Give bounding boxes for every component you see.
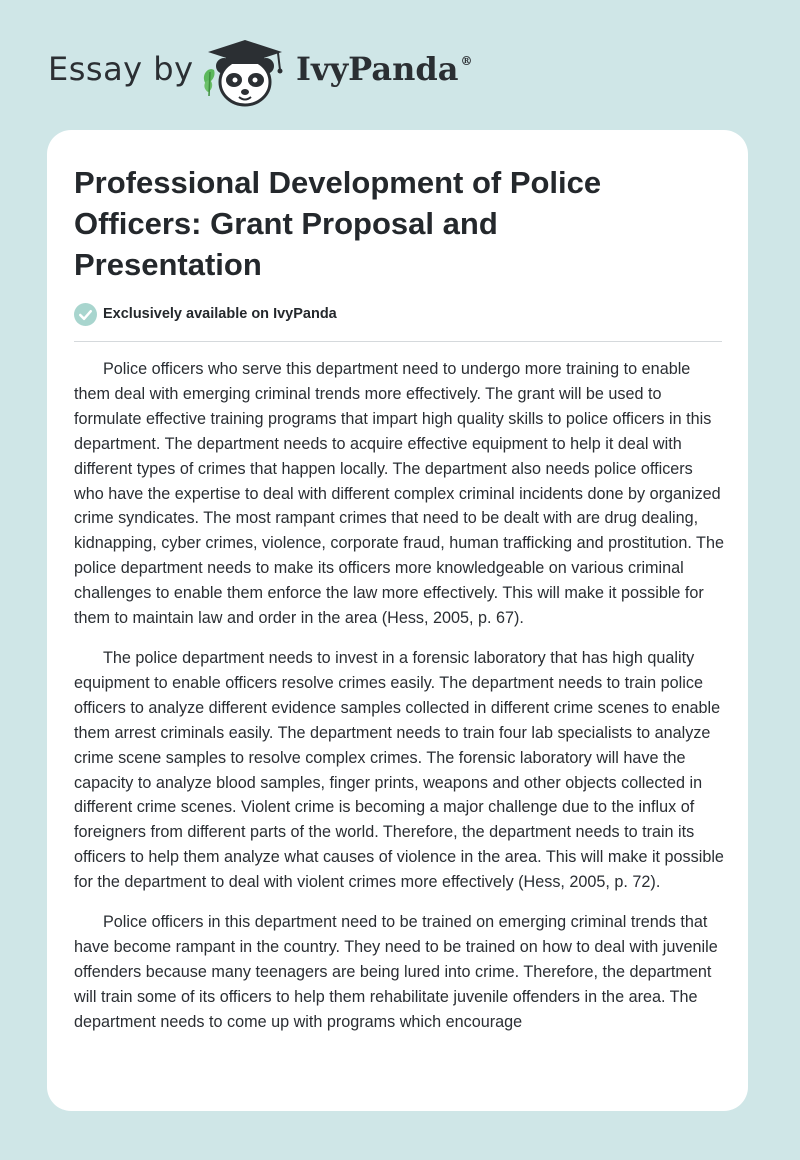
essay-title: Professional Development of Police Officers: Grant Proposal and Presentation <box>74 165 602 282</box>
essay-paragraph: Police officers who serve this department need to undergo more training to enable them deal with emerging criminal trends more effectively. The grant will be used to formulate effective training programs that impart high quality skills to police officers in this department. The department needs to acquire effective equipment to help it deal with different types of crimes that happen locally. The department also needs police officers who have the expertise to deal with different complex criminal incidents done by organized crime syndicates. The most rampant crimes that need to be dealt with are drug dealing, kidnapping, cyber crimes, violence, corporate fraud, human trafficking and prostitution. The police department needs to make its officers more knowledgeable on various criminal challenges to enable them enforce the law more effectively. This will make it possible for them to maintain law and order in the area (Hess, 2005, p. 67). <box>74 360 724 628</box>
brand-name[interactable] <box>296 50 472 88</box>
registered-mark: ® <box>460 54 473 68</box>
essay-card <box>47 130 748 1111</box>
essay-body <box>74 357 724 1035</box>
essay-paragraph: Police officers in this department need to be trained on emerging criminal trends that have become rampant in the country. They need to be trained on how to deal with juvenile offenders because many teenagers are being lured into crime. Therefore, the department will train some of its officers to help them rehabilitate juvenile offenders in the area. The department needs to come up with programs which encourage <box>74 913 718 1031</box>
panda-graduate-logo-icon[interactable] <box>198 36 290 110</box>
essay-paragraph: The police department needs to invest in a forensic laboratory that has high quality equipment to enable officers resolve crimes easily. The department needs to train police officers to analyze different evidence samples collected in different crime scenes to enable them arrest criminals easily. The department needs to train four lab specialists to analyze crime scene samples to resolve complex crimes. The forensic laboratory will have the capacity to analyze blood samples, finger prints, weapons and other objects collected in different crime scenes. Violent crime is becoming a major challenge due to the influx of foreigners from different parts of the world. Therefore, the department needs to train its officers to help them analyze what causes of violence in the area. This will make it possible for the department to deal with violent crimes more effectively (Hess, 2005, p. 72). <box>74 648 724 892</box>
exclusive-badge-text: Exclusively available on IvyPanda <box>103 306 337 322</box>
site-header <box>0 0 800 130</box>
essay-by-label: Essay by <box>48 50 194 88</box>
check-circle-icon <box>74 303 97 326</box>
exclusive-badge <box>74 301 722 327</box>
title-divider <box>74 341 722 342</box>
brand-name-text: IvyPanda <box>296 50 459 88</box>
